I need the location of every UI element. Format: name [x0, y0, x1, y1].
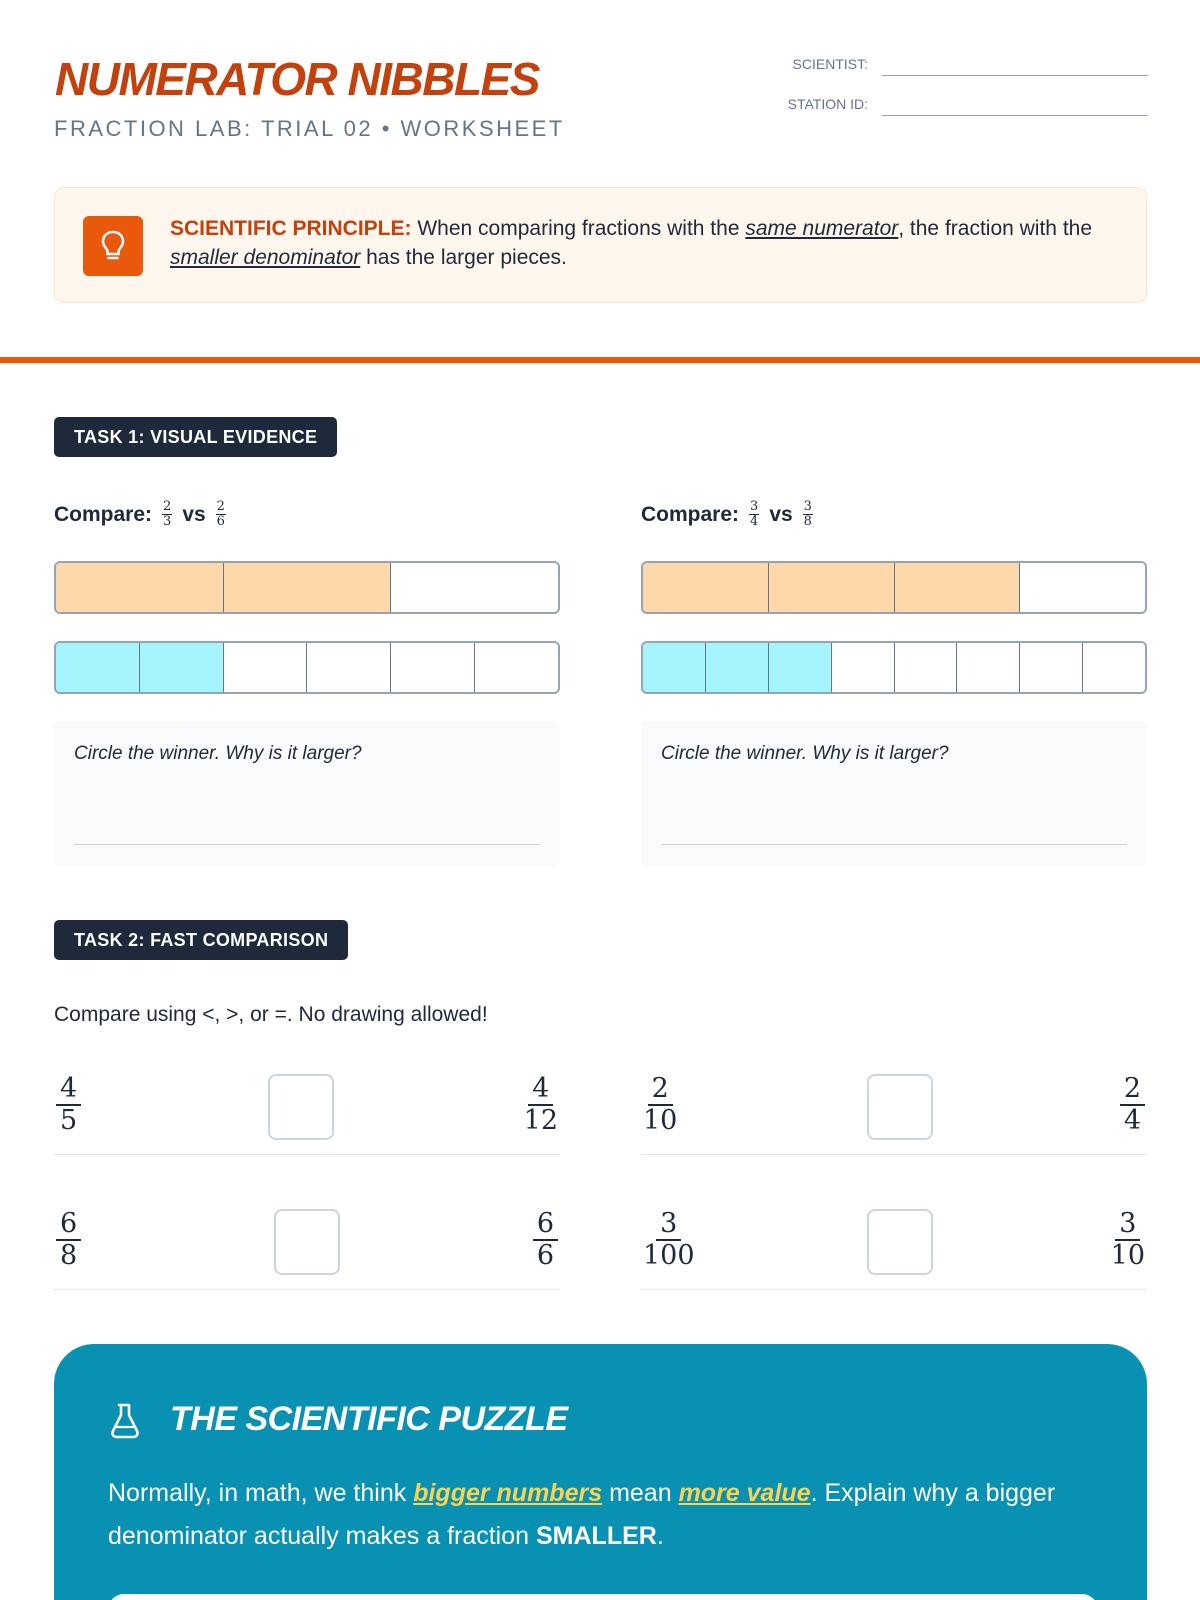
fraction-right: [1111, 1209, 1145, 1271]
bar-segment-empty[interactable]: [1020, 643, 1083, 692]
bar-segment-shaded[interactable]: [643, 643, 706, 692]
denominator: 8: [803, 514, 812, 529]
station-label: STATION ID:: [787, 96, 868, 112]
denominator: 12: [523, 1105, 558, 1136]
fraction-bar-sixths: [54, 641, 560, 694]
denominator: 10: [643, 1105, 678, 1136]
compare-word: Compare:: [641, 502, 740, 526]
comparison-answer-box[interactable]: [274, 1209, 340, 1275]
bar-segment-shaded[interactable]: [56, 643, 140, 692]
bar-segment-shaded[interactable]: [224, 563, 392, 612]
numerator: 6: [56, 1209, 81, 1241]
principle-lead: SCIENTIFIC PRINCIPLE:: [170, 217, 412, 240]
numerator: 4: [528, 1074, 553, 1106]
principle-emphasis-1: same numerator: [745, 217, 899, 240]
bar-segment-shaded[interactable]: [706, 643, 769, 692]
bar-segment-shaded[interactable]: [769, 643, 832, 692]
task2-instruction: Compare using <, >, or =. No drawing allowed!: [54, 1003, 488, 1026]
fraction-bar-eighths: [641, 641, 1147, 694]
fraction: [749, 500, 759, 529]
fraction-left: [56, 1074, 81, 1136]
fraction-right: [524, 1074, 558, 1136]
principle-text-3: has the larger pieces.: [360, 246, 567, 269]
fraction: [803, 500, 813, 529]
comparison-answer-box[interactable]: [268, 1074, 334, 1140]
numerator: 3: [656, 1209, 681, 1241]
bar-segment-shaded[interactable]: [769, 563, 895, 612]
puzzle-text-1: Normally, in math, we think: [108, 1479, 414, 1507]
bar-segment-empty[interactable]: [391, 643, 475, 692]
scientist-input-line[interactable]: [882, 52, 1148, 76]
puzzle-highlight-1: bigger numbers: [413, 1479, 603, 1507]
numerator: 4: [56, 1074, 81, 1106]
puzzle-text-4: .: [656, 1522, 664, 1550]
fraction: [216, 500, 226, 529]
principle-callout: [54, 187, 1147, 303]
principle-text-2: , the fraction with the: [898, 217, 1093, 240]
vs-word: vs: [769, 502, 793, 526]
puzzle-title: THE SCIENTIFIC PUZZLE: [170, 1400, 568, 1438]
fraction-left: [56, 1209, 81, 1271]
puzzle-text-3: . Explain why a bigger denominator actually makes a fraction: [108, 1479, 1056, 1550]
bar-segment-shaded[interactable]: [56, 563, 224, 612]
scientist-field: [758, 52, 1148, 76]
denominator: 4: [1123, 1105, 1141, 1136]
bar-segment-empty[interactable]: [475, 643, 558, 692]
answer-line[interactable]: [661, 844, 1127, 845]
comparison-row: [54, 1052, 560, 1155]
answer-box-right[interactable]: [641, 721, 1147, 867]
worksheet-subtitle: FRACTION LAB: TRIAL 02 • WORKSHEET: [54, 116, 565, 141]
principle-text-1: When comparing fractions with the: [411, 217, 746, 240]
section-divider: [0, 357, 1200, 363]
puzzle-text-2: mean: [602, 1479, 679, 1507]
numerator: 2: [1120, 1074, 1145, 1106]
numerator: 3: [803, 499, 812, 514]
numerator: 2: [163, 499, 172, 514]
denominator: 8: [60, 1240, 78, 1271]
vs-word: vs: [182, 502, 206, 526]
bar-segment-shaded[interactable]: [140, 643, 224, 692]
principle-text: [170, 214, 1120, 272]
fraction: [162, 500, 172, 529]
fraction-bar-thirds: [54, 561, 560, 614]
numerator: 2: [216, 499, 225, 514]
denominator: 100: [643, 1240, 695, 1271]
answer-box-left[interactable]: [54, 721, 560, 867]
answer-line[interactable]: [74, 844, 540, 845]
puzzle-text: [108, 1472, 1098, 1558]
station-field: [758, 92, 1148, 116]
compare-word: Compare:: [54, 502, 153, 526]
fraction-right: [533, 1209, 558, 1271]
comparison-row: [641, 1187, 1147, 1290]
denominator: 6: [216, 514, 225, 529]
lightbulb-icon: [83, 216, 143, 276]
numerator: 2: [648, 1074, 673, 1106]
denominator: 6: [536, 1240, 554, 1271]
bar-segment-empty[interactable]: [1083, 643, 1145, 692]
fraction-left: [643, 1074, 677, 1136]
puzzle-highlight-2: more value: [678, 1479, 811, 1507]
station-input-line[interactable]: [882, 92, 1148, 116]
bar-segment-empty[interactable]: [224, 643, 308, 692]
comparison-row: [641, 1052, 1147, 1155]
bar-segment-empty[interactable]: [957, 643, 1020, 692]
answer-prompt: Circle the winner. Why is it larger?: [661, 743, 949, 764]
denominator: 3: [163, 514, 172, 529]
fraction-bar-fourths: [641, 561, 1147, 614]
bar-segment-empty[interactable]: [391, 563, 558, 612]
comparison-answer-box[interactable]: [867, 1209, 933, 1275]
numerator: 6: [533, 1209, 558, 1241]
denominator: 5: [60, 1105, 78, 1136]
bar-segment-empty[interactable]: [895, 643, 958, 692]
numerator: 3: [750, 499, 759, 514]
compare-label-right: [641, 500, 813, 529]
bar-segment-empty[interactable]: [1020, 563, 1145, 612]
principle-emphasis-2: smaller denominator: [170, 246, 361, 269]
bar-segment-empty[interactable]: [307, 643, 391, 692]
bar-segment-empty[interactable]: [832, 643, 895, 692]
comparison-row: [54, 1187, 560, 1290]
numerator: 3: [1115, 1209, 1140, 1241]
puzzle-strong: SMALLER: [536, 1522, 657, 1550]
task2-badge: TASK 2: FAST COMPARISON: [54, 920, 348, 960]
puzzle-answer-area[interactable]: [108, 1594, 1098, 1600]
denominator: 4: [750, 514, 759, 529]
flask-icon: [108, 1402, 142, 1440]
fraction-left: [643, 1209, 695, 1271]
worksheet-title: NUMERATOR NIBBLES: [55, 53, 539, 105]
scientist-label: SCIENTIST:: [792, 56, 868, 72]
task1-badge: TASK 1: VISUAL EVIDENCE: [54, 417, 337, 457]
bar-segment-shaded[interactable]: [643, 563, 769, 612]
bar-segment-shaded[interactable]: [895, 563, 1021, 612]
scientific-puzzle-card: [54, 1344, 1147, 1600]
fraction-right: [1120, 1074, 1145, 1136]
answer-prompt: Circle the winner. Why is it larger?: [74, 743, 362, 764]
compare-label-left: [54, 500, 226, 529]
denominator: 10: [1110, 1240, 1145, 1271]
comparison-answer-box[interactable]: [867, 1074, 933, 1140]
